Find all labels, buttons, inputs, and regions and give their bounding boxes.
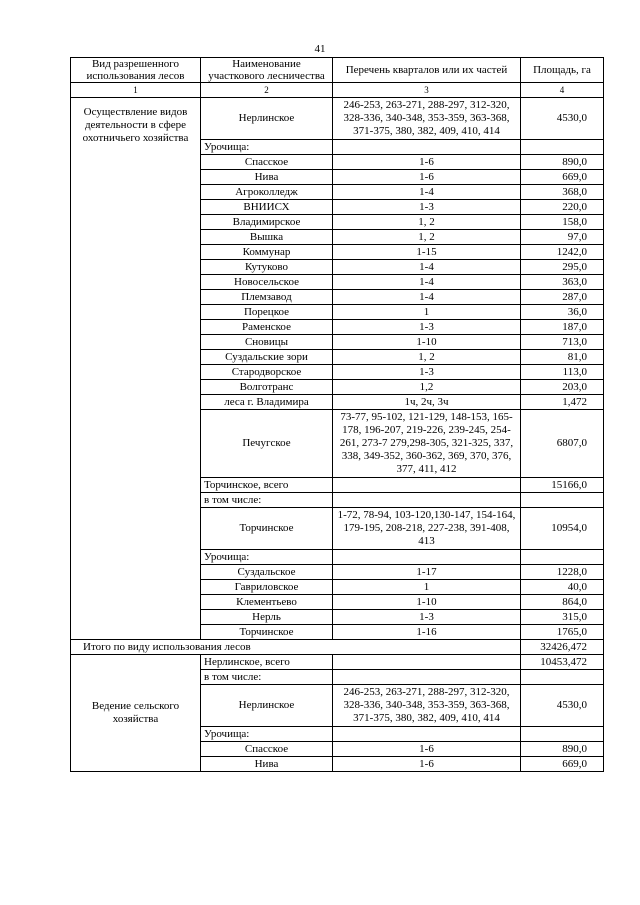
forestry-name: Спасское (201, 742, 333, 757)
quarters-list: 1-6 (333, 170, 521, 185)
quarters-list: 1-72, 78-94, 103-120,130-147, 154-164, 179-195, 208-218, 227-238, 391-408, 413 (333, 508, 521, 550)
quarters-list: 1-6 (333, 155, 521, 170)
forestry-name: Торчинское, всего (201, 478, 333, 493)
area-value: 315,0 (521, 610, 604, 625)
quarters-list: 1 (333, 305, 521, 320)
quarters-list: 246-253, 263-271, 288-297, 312-320, 328-336, 340-348, 353-359, 363-368, 371-375, 380, 382, 409, 410, 414 (333, 98, 521, 140)
quarters-list: 1-4 (333, 260, 521, 275)
forestry-name: Гавриловское (201, 580, 333, 595)
area-value: 890,0 (521, 155, 604, 170)
forestry-name: Порецкое (201, 305, 333, 320)
total-row (71, 640, 604, 655)
table-row (71, 655, 604, 670)
area-value: 669,0 (521, 757, 604, 772)
header-use-type: Вид разрешенного использования лесов (71, 58, 201, 83)
forestry-name: Нива (201, 757, 333, 772)
use-type-hunting: Осуществление видов деятельности в сфере охотничьего хозяйства (71, 98, 201, 640)
area-value: 15166,0 (521, 478, 604, 493)
area-value: 890,0 (521, 742, 604, 757)
area-value: 40,0 (521, 580, 604, 595)
area-value (521, 727, 604, 742)
forestry-name: Нерль (201, 610, 333, 625)
header-forestry-name: Наименование участкового лесничества (201, 58, 333, 83)
quarters-list: 73-77, 95-102, 121-129, 148-153, 165-178, 196-207, 219-226, 239-245, 254-261, 273-7 279,298-305, 321-325, 337, 338, 349-352, 360-362, 369, 370, 376, 377, 411, 412 (333, 410, 521, 478)
forestry-name: Урочища: (201, 140, 333, 155)
column-number-row (71, 83, 604, 98)
quarters-list (333, 550, 521, 565)
table-row (71, 98, 604, 140)
quarters-list: 1, 2 (333, 350, 521, 365)
quarters-list: 1-10 (333, 595, 521, 610)
forestry-name: Суздальские зори (201, 350, 333, 365)
page-number: 41 (314, 43, 326, 55)
quarters-list (333, 727, 521, 742)
column-number: 4 (521, 83, 604, 98)
column-number: 1 (71, 83, 201, 98)
area-value (521, 550, 604, 565)
area-value: 187,0 (521, 320, 604, 335)
quarters-list (333, 655, 521, 670)
forestry-name: Торчинское (201, 625, 333, 640)
forestry-name: ВНИИСХ (201, 200, 333, 215)
area-value: 6807,0 (521, 410, 604, 478)
quarters-list: 1-3 (333, 610, 521, 625)
forestry-name: леса г. Владимира (201, 395, 333, 410)
header-quarters: Перечень кварталов или их частей (333, 58, 521, 83)
forestry-name: Суздальское (201, 565, 333, 580)
area-value: 10453,472 (521, 655, 604, 670)
area-value: 295,0 (521, 260, 604, 275)
forestry-name: в том числе: (201, 493, 333, 508)
forestry-name: в том числе: (201, 670, 333, 685)
quarters-list (333, 478, 521, 493)
forestry-name: Волготранс (201, 380, 333, 395)
area-value: 1765,0 (521, 625, 604, 640)
quarters-list: 1-4 (333, 185, 521, 200)
forestry-name: Печугское (201, 410, 333, 478)
forestry-name: Вышка (201, 230, 333, 245)
forestry-name: Сновицы (201, 335, 333, 350)
area-value: 158,0 (521, 215, 604, 230)
area-value (521, 493, 604, 508)
quarters-list (333, 140, 521, 155)
header-area: Площадь, га (521, 58, 604, 83)
area-value: 363,0 (521, 275, 604, 290)
forestry-name: Нерлинское, всего (201, 655, 333, 670)
forestry-name: Торчинское (201, 508, 333, 550)
forest-use-table (70, 57, 604, 772)
forestry-name: Новосельское (201, 275, 333, 290)
area-value: 1228,0 (521, 565, 604, 580)
area-value: 81,0 (521, 350, 604, 365)
area-value: 36,0 (521, 305, 604, 320)
area-value: 113,0 (521, 365, 604, 380)
area-value: 203,0 (521, 380, 604, 395)
forestry-name: Коммунар (201, 245, 333, 260)
quarters-list: 1 (333, 580, 521, 595)
quarters-list: 246-253, 263-271, 288-297, 312-320, 328-336, 340-348, 353-359, 363-368, 371-375, 380, 382, 409, 410, 414 (333, 685, 521, 727)
forestry-name: Кутуково (201, 260, 333, 275)
quarters-list: 1-3 (333, 320, 521, 335)
quarters-list: 1ч, 2ч, 3ч (333, 395, 521, 410)
quarters-list: 1-17 (333, 565, 521, 580)
forestry-name: Агроколледж (201, 185, 333, 200)
area-value: 1,472 (521, 395, 604, 410)
quarters-list: 1-6 (333, 757, 521, 772)
forestry-name: Племзавод (201, 290, 333, 305)
quarters-list: 1-10 (333, 335, 521, 350)
quarters-list: 1-15 (333, 245, 521, 260)
forestry-name: Нерлинское (201, 98, 333, 140)
use-type-agriculture: Ведение сельского хозяйства (71, 655, 201, 772)
quarters-list (333, 493, 521, 508)
forestry-name: Стародворское (201, 365, 333, 380)
forestry-name: Спасское (201, 155, 333, 170)
total-label: Итого по виду использования лесов (71, 640, 521, 655)
quarters-list: 1-3 (333, 200, 521, 215)
quarters-list: 1-4 (333, 290, 521, 305)
area-value: 713,0 (521, 335, 604, 350)
total-area: 32426,472 (521, 640, 604, 655)
quarters-list: 1-4 (333, 275, 521, 290)
area-value: 220,0 (521, 200, 604, 215)
area-value: 97,0 (521, 230, 604, 245)
forestry-name: Раменское (201, 320, 333, 335)
area-value: 368,0 (521, 185, 604, 200)
area-value: 1242,0 (521, 245, 604, 260)
forestry-name: Владимирское (201, 215, 333, 230)
area-value: 4530,0 (521, 685, 604, 727)
area-value: 4530,0 (521, 98, 604, 140)
quarters-list (333, 670, 521, 685)
forestry-name: Нива (201, 170, 333, 185)
quarters-list: 1, 2 (333, 215, 521, 230)
area-value: 669,0 (521, 170, 604, 185)
column-number: 2 (201, 83, 333, 98)
quarters-list: 1-6 (333, 742, 521, 757)
forestry-name: Урочища: (201, 550, 333, 565)
quarters-list: 1, 2 (333, 230, 521, 245)
area-value (521, 140, 604, 155)
area-value: 10954,0 (521, 508, 604, 550)
forestry-name: Клементьево (201, 595, 333, 610)
quarters-list: 1-3 (333, 365, 521, 380)
column-number: 3 (333, 83, 521, 98)
area-value (521, 670, 604, 685)
area-value: 287,0 (521, 290, 604, 305)
quarters-list: 1-16 (333, 625, 521, 640)
forestry-name: Урочища: (201, 727, 333, 742)
area-value: 864,0 (521, 595, 604, 610)
quarters-list: 1,2 (333, 380, 521, 395)
table-header-row (71, 58, 604, 83)
forestry-name: Нерлинское (201, 685, 333, 727)
